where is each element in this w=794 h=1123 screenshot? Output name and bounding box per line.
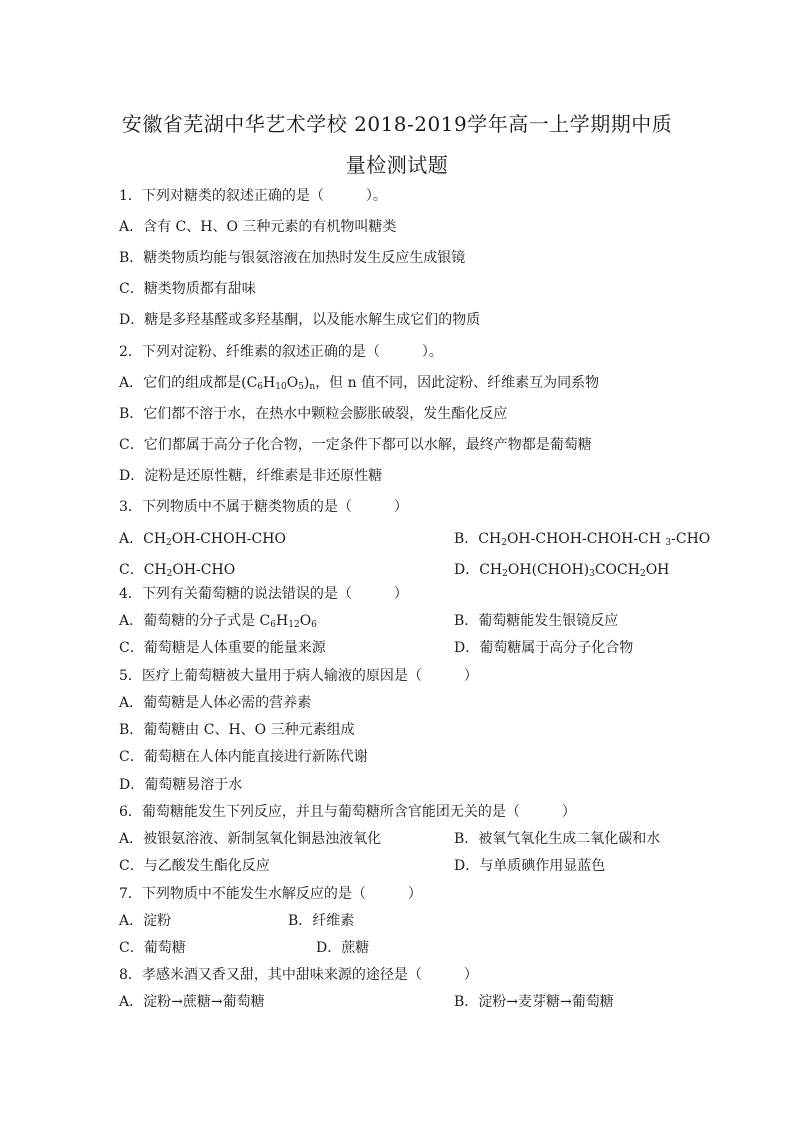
option-a: A．被银氨溶液、新制氢氧化铜悬浊液氧化 <box>119 831 382 847</box>
option-d: D．与单质碘作用显蓝色 <box>454 858 606 874</box>
option-a: A．它们的组成都是$(C_6H_{10}O_5)_n$，但 n 值不同，因此淀粉、纤维素互为同系物 <box>119 375 600 392</box>
option-d: D．糖是多羟基醛或多羟基酮，以及能水解生成它们的物质 <box>119 312 481 328</box>
question-stem: 3．下列物质中不属于糖类物质的是（ ） <box>119 499 408 515</box>
option-b: B．糖类物质均能与银氨溶液在加热时发生反应生成银镜 <box>119 250 466 266</box>
document-title-line-1: 安徽省芜湖中华艺术学校 2018-2019学年高一上学期期中质 <box>121 112 673 136</box>
question-stem: 1．下列对糖类的叙述正确的是（ ）。 <box>119 188 387 204</box>
question-stem: 2．下列对淀粉、纤维素的叙述正确的是（ ）。 <box>119 344 443 360</box>
option-c: C．葡萄糖 <box>119 940 186 956</box>
option-d: D．蔗糖 <box>316 940 370 956</box>
question-stem: 8．孝感米酒又香又甜，其中甜味来源的途径是（ ） <box>119 967 478 983</box>
option-b: B．它们都不溶于水，在热水中颗粒会膨胀破裂，发生酯化反应 <box>119 406 508 422</box>
option-c: C．糖类物质都有甜味 <box>119 281 256 297</box>
option-b: B．纤维素 <box>288 913 355 929</box>
option-b: B．淀粉→麦芽糖→葡萄糖 <box>454 994 614 1010</box>
option-b: B．葡萄糖由 C、H、O 三种元素组成 <box>119 722 355 738</box>
option-d: D．葡萄糖易溶于水 <box>119 777 243 793</box>
option-d: D．$CH_2OH(CHOH)_3COCH_2OH$ <box>454 562 670 579</box>
option-a: A．淀粉 <box>119 913 172 929</box>
question-stem: 7．下列物质中不能发生水解反应的是（ ） <box>119 886 422 902</box>
option-b: B．葡萄糖能发生银镜反应 <box>454 613 619 629</box>
option-a: A．含有 C、H、O 三种元素的有机物叫糖类 <box>119 219 397 235</box>
question-stem: 4．下列有关葡萄糖的说法错误的是（ ） <box>119 586 408 602</box>
option-c: C．葡萄糖在人体内能直接进行新陈代谢 <box>119 749 368 765</box>
option-d: D．淀粉是还原性糖，纤维素是非还原性糖 <box>119 468 383 484</box>
option-a: A．葡萄糖的分子式是 $C_6H_{12}O_6$ <box>119 613 317 630</box>
option-c: C．与乙酸发生酯化反应 <box>119 858 270 874</box>
question-stem: 5．医疗上葡萄糖被大量用于病人输液的原因是（ ） <box>119 668 478 684</box>
option-b: B．被氧气氧化生成二氧化碳和水 <box>454 831 661 847</box>
option-c: C．葡萄糖是人体重要的能量来源 <box>119 640 326 656</box>
option-c: C．$CH_2OH$-CHO <box>119 562 236 579</box>
option-b: B．$CH_2OH-CHOH-CHOH-CH$ $_3$-CHO <box>454 531 711 548</box>
option-c: C．它们都属于高分子化合物，一定条件下都可以水解，最终产物都是葡萄糖 <box>119 437 592 453</box>
option-a: A．$CH_2OH-CHOH$-CHO <box>119 531 286 548</box>
option-d: D．葡萄糖属于高分子化合物 <box>454 640 634 656</box>
question-stem: 6．葡萄糖能发生下列反应，并且与葡萄糖所含官能团无关的是（ ） <box>119 804 576 820</box>
option-a: A．淀粉→蔗糖→葡萄糖 <box>119 994 265 1010</box>
option-a: A．葡萄糖是人体必需的营养素 <box>119 695 312 711</box>
document-title-line-2: 量检测试题 <box>345 153 449 177</box>
